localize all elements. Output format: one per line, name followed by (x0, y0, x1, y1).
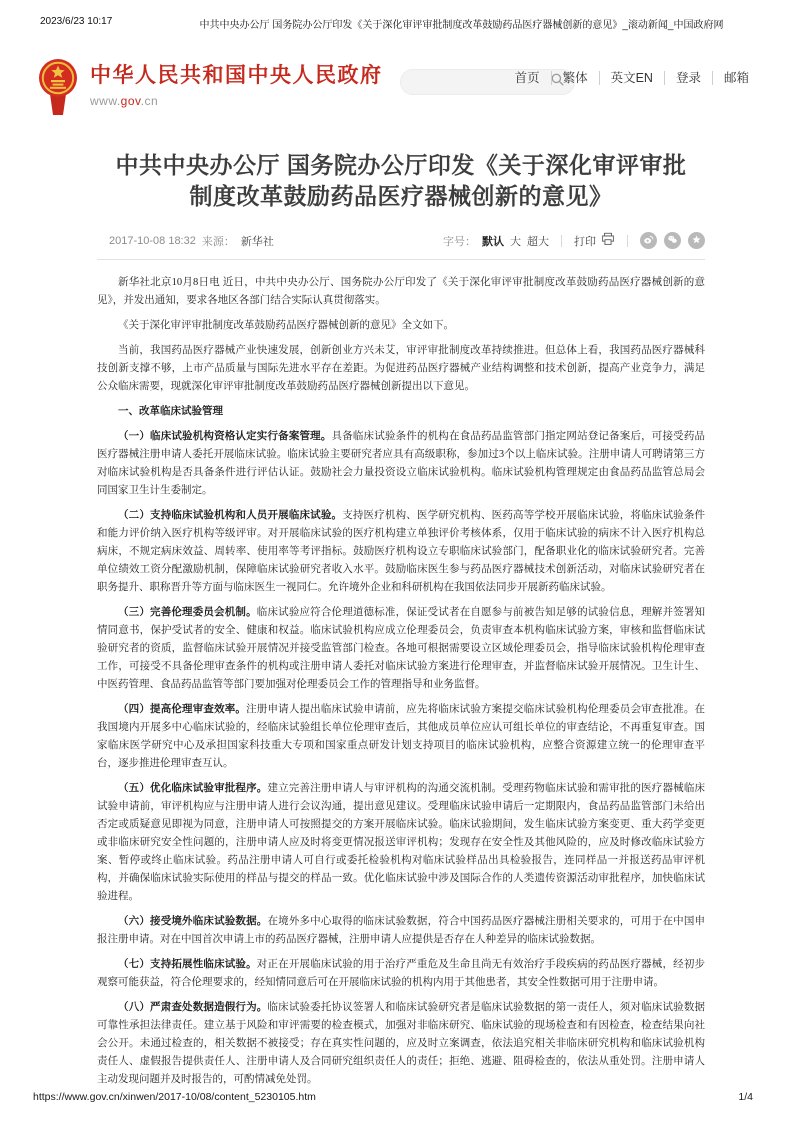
article-paragraph (97, 999, 705, 1089)
article (97, 150, 705, 1096)
font-size-label: 字号： (443, 235, 476, 248)
print-document-title: 中共中央办公厅 国务院办公厅印发《关于深化审评审批制度改革鼓励药品医疗器械创新的意见》_滚动新闻_中国政府网 (199, 20, 724, 31)
article-body (97, 274, 705, 1089)
article-paragraph (97, 507, 705, 597)
font-size-large[interactable]: 大 (510, 235, 521, 248)
meta-separator (561, 235, 562, 247)
paragraph-lead: （三）完善伦理委员会机制。 (118, 607, 257, 618)
org-name: 中华人民共和国中央人民政府 (90, 64, 383, 87)
header-nav (504, 71, 749, 85)
article-paragraph: 新华社北京10月8日电 近日，中共中央办公厅、国务院办公厅印发了《关于深化审评审批制度改革鼓励药品医疗器械创新的意见》，并发出通知，要求各地区各部门结合实际认真贯彻落实。 (97, 277, 705, 306)
print-footer (33, 1091, 753, 1103)
print-datetime: 2023/6/23 10:17 (40, 16, 113, 27)
nav-item-english[interactable]: 英文EN (599, 71, 664, 85)
article-paragraph: 当前，我国药品医疗器械产业快速发展，创新创业方兴未艾，审评审批制度改革持续推进。但总体上看，我国药品医疗器械科技创新支撑不够，上市产品质量与国际先进水平存在差距。为促进药品医疗器械产业结构调整和技术创新，提高产业竞争力，满足公众临床需要，现就深化审评审批制度改革鼓励药品医疗器械创新提出以下意见。 (97, 345, 705, 392)
nav-item-home[interactable]: 首页 (514, 71, 540, 85)
source-value: 新华社 (240, 235, 274, 248)
font-size-default[interactable]: 默认 (482, 235, 504, 248)
site-header (36, 58, 749, 136)
url-cn: .cn (140, 94, 159, 108)
article-paragraph: 《关于深化审评审批制度改革鼓励药品医疗器械创新的意见》全文如下。 (118, 320, 454, 331)
paragraph-text: 建立完善注册申请人与审评机构的沟通交流机制。受理药物临床试验和需审批的医疗器械临床试验申请前，审评机构应与注册申请人进行会议沟通，提出意见建议。受理临床试验申请后一定期限内，食品药品监管部门未给出否定或质疑意见即视为同意，注册申请人可按照提交的方案开展临床试验。临床试验期间，发生临床试验方案变更、重大药学变更或非临床研究安全性问题的，注册申请人应及时将变更情况报送审评机构；发现存在安全性及其他风险的，应及时修改临床试验方案、暂停或终止临床试验。药品注册申请人可自行或委托检验机构对临床试验样品出具检验报告，连同样品一并报送药品审评机构，并确保临床试验实际使用的样品与提交的样品一致。优化临床试验中涉及国际合作的人类遗传资源活动审批程序，加快临床试验进程。 (97, 783, 706, 902)
article-paragraph (97, 428, 705, 500)
paragraph-text: 注册申请人提出临床试验申请前，应先将临床试验方案提交临床试验机构伦理委员会审查批准。在我国境内开展多中心临床试验的，经临床试验组长单位伦理审查后，其他成员单位应认可组长单位的审查结论，不再重复审查。国家临床医学研究中心及承担国家科技重大专项和国家重点研发计划支持项目的临床试验机构，应整合资源建立统一的伦理审查平台，逐步推进伦理审查互认。 (97, 704, 706, 769)
wechat-icon (667, 234, 678, 248)
share-weibo-button[interactable] (640, 232, 657, 249)
paragraph-text: 临床试验委托协议签署人和临床试验研究者是临床试验数据的第一责任人，须对临床试验数据可靠性承担法律责任。建立基于风险和审评需要的检查模式，加强对非临床研究、临床试验的现场检查和有因检查，检查结果向社会公开。未通过检查的，相关数据不被接受；存在真实性问题的，应及时立案调查，依法追究相关非临床研究机构和临床试验机构责任人、虚假报告提供责任人、注册申请人及合同研究组织责任人的责任；拒绝、逃避、阻碍检查的，依法从重处罚。注册申请人主动发现问题并及时报告的，可酌情减免处罚。 (97, 1002, 706, 1085)
favorite-button[interactable] (688, 232, 705, 249)
article-paragraph (97, 780, 705, 906)
paragraph-text: 具备临床试验条件的机构在食品药品监管部门指定网站登记备案后，可接受药品医疗器械注册申请人委托开展临床试验。临床试验主要研究者应具有高级职称，参加过3个以上临床试验。注册申请人可聘请第三方对临床试验机构是否具备条件进行评估认证。鼓励社会力量投资设立临床试验机构。临床试验机构管理规定由食品药品监管总局会同国家卫生计生委制定。 (97, 431, 706, 496)
paragraph-lead: （七）支持拓展性临床试验。 (118, 959, 257, 970)
national-emblem-icon (36, 58, 80, 123)
paragraph-lead: （八）严肃查处数据造假行为。 (118, 1002, 268, 1013)
article-paragraph (97, 956, 705, 992)
paragraph-lead: （四）提高伦理审查效率。 (118, 704, 247, 715)
article-paragraph (97, 913, 705, 949)
page-url: https://www.gov.cn/xinwen/2017-10/08/content_5230105.htm (33, 1091, 316, 1103)
meta-right (443, 232, 705, 249)
paragraph-text: 在境外多中心取得的临床试验数据，符合中国药品医疗器械注册相关要求的，可用于在中国申报注册申请。对在中国首次申请上市的药品医疗器械，注册申请人应提供是否存在人种差异的临床试验数据。 (97, 916, 706, 945)
paragraph-text: 对正在开展临床试验的用于治疗严重危及生命且尚无有效治疗手段疾病的药品医疗器械，经初步观察可能获益，符合伦理要求的，经知情同意后可在开展临床试验的机构内用于其他患者，其安全性数据可用于注册申请。 (97, 959, 706, 988)
paragraph-lead: （五）优化临床试验审批程序。 (118, 783, 268, 794)
share-wechat-button[interactable] (664, 232, 681, 249)
print-header (0, 16, 793, 30)
meta-divider (97, 259, 705, 260)
print-label: 打印 (574, 235, 596, 248)
paragraph-text: 支持医疗机构、医学研究机构、医药高等学校开展临床试验，将临床试验条件和能力评价纳入医疗机构等级评审。对开展临床试验的医疗机构建立单独评价考核体系，仅用于临床试验的病床不计入医疗机构总病床，不规定病床效益、周转率、使用率等考评指标。鼓励医疗机构设立专职临床试验部门，配备职业化的临床试验研究者。完善单位绩效工资分配激励机制，保障临床试验研究者收入水平。鼓励临床医生参与药品医疗器械技术创新活动，对临床试验研究者在职务提升、职称晋升等方面与临床医生一视同仁。允许境外企业和科研机构在我国依法同步开展新药临床试验。 (97, 510, 706, 593)
paragraph-lead: （六）接受境外临床试验数据。 (118, 916, 268, 927)
nav-item-login[interactable]: 登录 (664, 71, 712, 85)
article-paragraph (97, 701, 705, 773)
meta-separator (627, 235, 628, 247)
share-buttons (640, 232, 705, 249)
paragraph-text: 临床试验应符合伦理道德标准，保证受试者在自愿参与前被告知足够的试验信息，理解并签署知情同意书，保护受试者的安全、健康和权益。临床试验机构应成立伦理委员会，负责审查本机构临床试验方案，审核和监督临床试验研究者的资质，监督临床试验开展情况并接受监管部门检查。各地可根据需要设立区域伦理委员会，指导临床试验机构伦理审查工作，可接受不具备伦理审查条件的机构或注册申请人委托对临床试验方案进行伦理审查，并监督临床试验开展情况。卫生计生、中医药管理、食品药品监管等部门要加强对伦理委员会工作的管理指导和业务监督。 (97, 607, 706, 690)
paragraph-lead: （一）临床试验机构资格认定实行备案管理。 (118, 431, 332, 442)
url-www: www. (90, 94, 121, 108)
site-url (90, 94, 383, 108)
article-date: 2017-10-08 18:32 (109, 234, 196, 247)
font-size-xlarge[interactable]: 超大 (527, 235, 549, 248)
paragraph-lead: （二）支持临床试验机构和人员开展临床试验。 (118, 510, 343, 521)
section-heading: 一、改革临床试验管理 (118, 406, 223, 417)
nav-item-mail[interactable]: 邮箱 (712, 71, 749, 85)
article-paragraph (97, 604, 705, 694)
page-number: 1/4 (738, 1091, 753, 1103)
url-gov: gov (120, 94, 141, 108)
weibo-icon (643, 234, 654, 248)
article-meta (97, 232, 705, 249)
meta-left (109, 233, 274, 249)
source-label: 来源： (201, 235, 235, 248)
nav-item-traditional[interactable]: 繁体 (551, 71, 599, 85)
print-button[interactable] (574, 232, 615, 249)
article-title: 中共中央办公厅 国务院办公厅印发《关于深化审评审批制度改革鼓励药品医疗器械创新的意见》 (115, 152, 687, 209)
printer-icon (601, 232, 615, 249)
star-icon (691, 234, 702, 248)
gov-logo[interactable] (36, 58, 749, 123)
org-identity (90, 58, 383, 108)
